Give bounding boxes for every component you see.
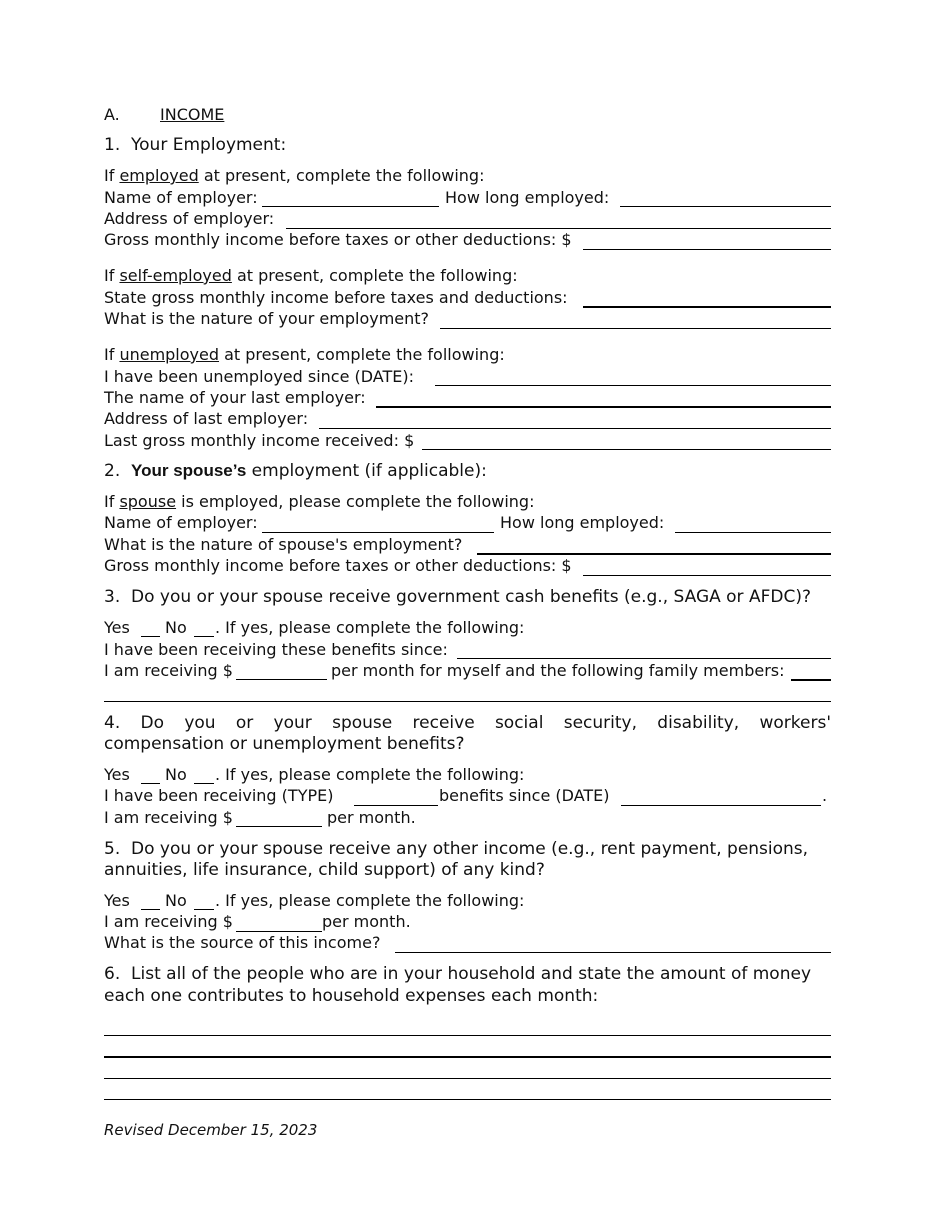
unemployed-intro: If unemployed at present, complete the following: [104,345,505,364]
spouse-how-long-label: How long employed: [500,513,665,532]
q4-since-label: benefits since (DATE) [439,786,610,805]
employed-intro: If employed at present, complete the following: [104,166,485,185]
section-title: INCOME [160,105,225,124]
q5-source-label: What is the source of this income? [104,933,381,952]
section-letter: A. [104,105,120,124]
last-employer-label: The name of your last employer: [104,388,366,407]
last-income-field[interactable] [422,449,831,450]
q6-title-cont: each one contributes to household expenses each month: [104,986,599,1006]
q5-title-cont: annuities, life insurance, child support) of any kind? [104,860,545,880]
q5-yes-field[interactable] [141,909,160,910]
q3-receiving-label: I am receiving $ [104,661,233,680]
q6-title: 6. List all of the people who are in your household and state the amount of money [104,964,812,984]
household-line-2[interactable] [104,1056,831,1058]
spouse-employer-field[interactable] [262,532,494,533]
gross-income-label: Gross monthly income before taxes or other deductions: $ [104,230,572,249]
q5-receiving-label: I am receiving $ [104,912,233,931]
q5-no-label: No [165,891,187,910]
self-nature-field[interactable] [440,328,831,329]
q3-no-field[interactable] [194,636,214,637]
household-line-1[interactable] [104,1035,831,1036]
q1-title: 1. Your Employment: [104,135,287,155]
q3-since-field[interactable] [457,658,831,659]
q5-amount-field[interactable] [236,931,322,932]
q5-yes-label: Yes [104,891,130,910]
q4-period: . [822,786,828,805]
q5-per-month-label: per month. [322,912,411,931]
q3-title: 3. Do you or your spouse receive government cash benefits (e.g., SAGA or AFDC)? [104,587,811,607]
q3-family-field-cont[interactable] [104,701,831,702]
q4-type-field[interactable] [354,805,438,806]
last-employer-address-field[interactable] [319,428,831,429]
self-employed-intro: If self-employed at present, complete the following: [104,266,518,285]
q3-since-label: I have been receiving these benefits since: [104,640,448,659]
q3-no-label: No [165,618,187,637]
spouse-nature-field[interactable] [477,553,831,555]
q3-family-field[interactable] [791,679,831,681]
q4-yes-follow: . If yes, please complete the following: [215,765,525,784]
how-long-field[interactable] [620,206,831,207]
q3-yes-follow: . If yes, please complete the following: [215,618,525,637]
q4-per-month-label: per month. [327,808,416,827]
employer-name-label: Name of employer: [104,188,258,207]
self-nature-label: What is the nature of your employment? [104,309,430,328]
q4-title: 4. Do you or your spouse receive social security, disability, workers' [104,713,831,733]
q4-receiving-label: I am receiving $ [104,808,233,827]
q5-yes-follow: . If yes, please complete the following: [215,891,525,910]
last-employer-field[interactable] [376,406,831,408]
spouse-gross-label: Gross monthly income before taxes or other deductions: $ [104,556,572,575]
household-line-3[interactable] [104,1078,831,1079]
q4-no-label: No [165,765,187,784]
unemployed-since-field[interactable] [435,385,831,386]
unemployed-since-label: I have been unemployed since (DATE): [104,367,415,386]
revised-date: Revised December 15, 2023 [104,1121,318,1139]
employer-address-field[interactable] [286,228,831,229]
last-employer-address-label: Address of last employer: [104,409,309,428]
spouse-intro: If spouse is employed, please complete the following: [104,492,535,511]
spouse-nature-label: What is the nature of spouse's employment? [104,535,463,554]
spouse-how-long-field[interactable] [675,532,831,533]
q4-yes-field[interactable] [141,783,160,784]
q4-yes-label: Yes [104,765,130,784]
employer-name-field[interactable] [262,206,439,207]
spouse-employer-label: Name of employer: [104,513,258,532]
self-gross-label: State gross monthly income before taxes and deductions: [104,288,568,307]
q3-per-month-label: per month for myself and the following family members: [331,661,785,680]
q5-no-field[interactable] [194,909,214,910]
gross-income-field[interactable] [583,249,831,250]
q4-date-field[interactable] [621,805,821,806]
q2-title: 2. Your spouse’s employment (if applicable): [104,461,487,481]
q3-yes-label: Yes [104,618,130,637]
how-long-label: How long employed: [445,188,610,207]
q5-source-field[interactable] [395,952,831,953]
self-gross-field[interactable] [583,306,831,308]
q3-amount-field[interactable] [236,679,327,680]
spouse-gross-field[interactable] [583,575,831,576]
q5-title: 5. Do you or your spouse receive any other income (e.g., rent payment, pensions, [104,839,809,859]
q4-no-field[interactable] [194,783,214,784]
q4-amount-field[interactable] [236,826,322,827]
q4-type-label: I have been receiving (TYPE) [104,786,334,805]
household-line-4[interactable] [104,1099,831,1100]
q4-title-cont: compensation or unemployment benefits? [104,734,465,754]
q3-yes-field[interactable] [141,636,160,637]
last-income-label: Last gross monthly income received: $ [104,431,415,450]
employer-address-label: Address of employer: [104,209,275,228]
